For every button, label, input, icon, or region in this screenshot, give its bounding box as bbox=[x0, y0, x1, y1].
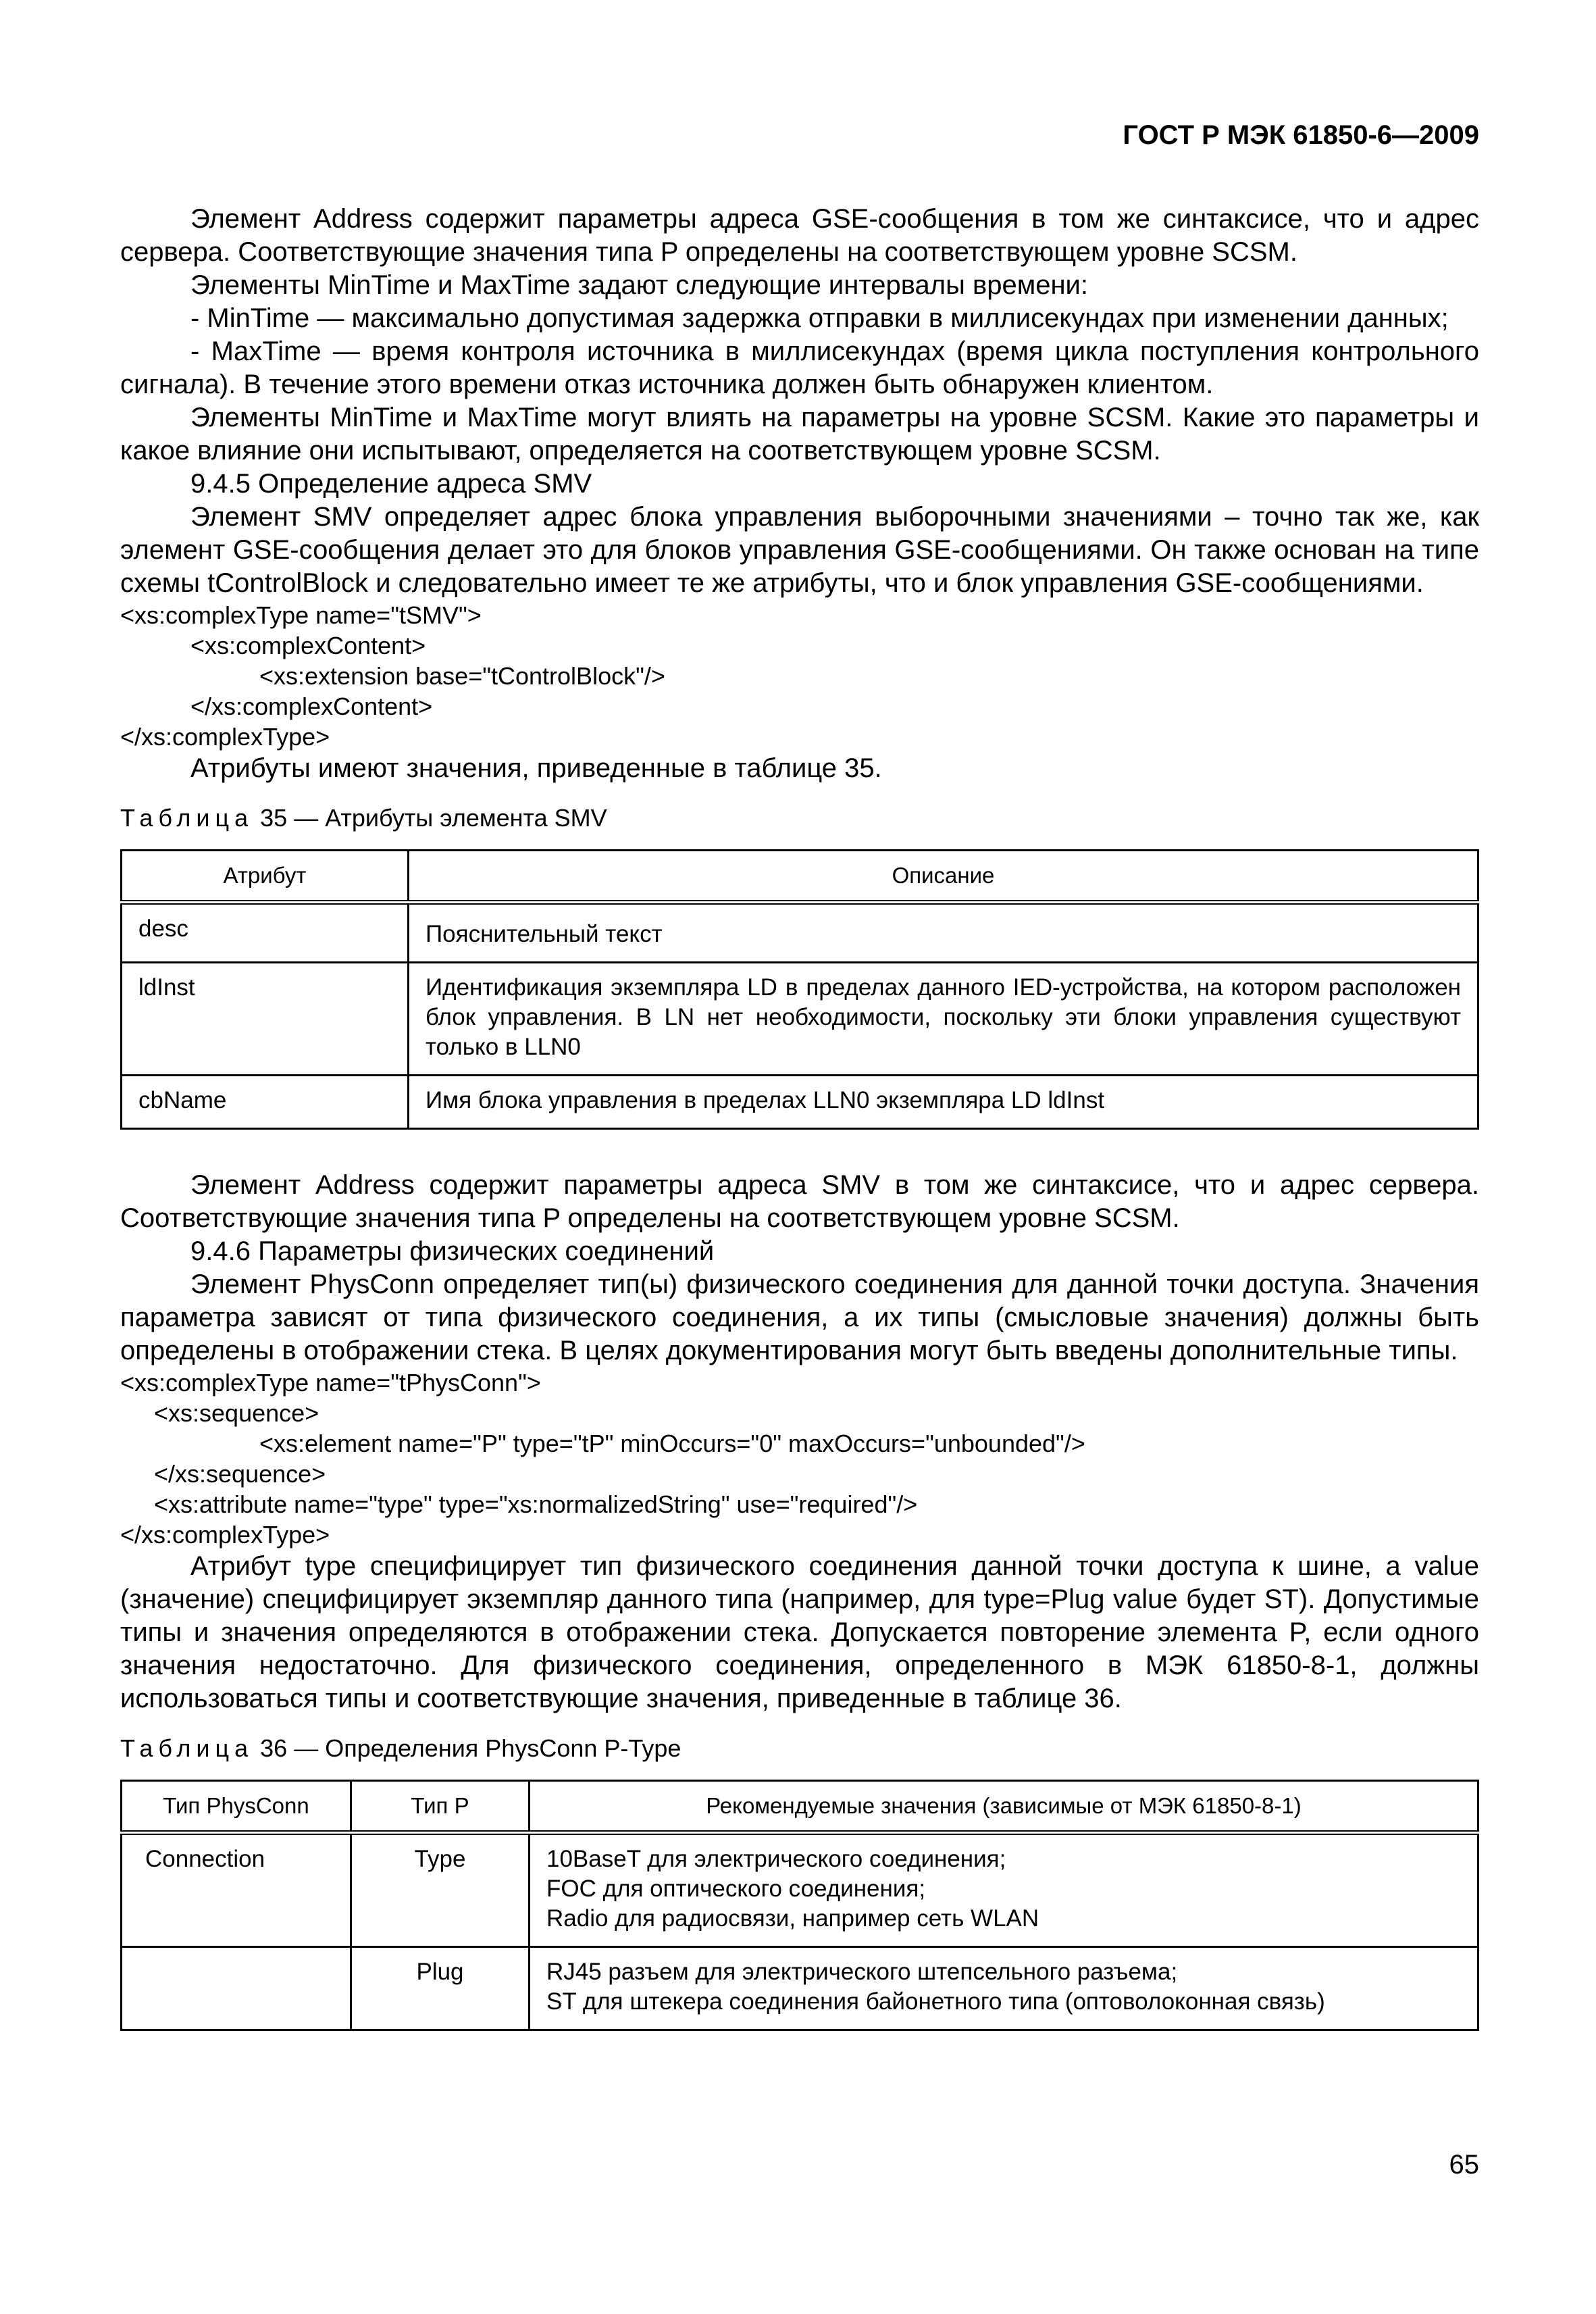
table-cell: Пояснительный текст bbox=[409, 903, 1478, 963]
code-line: <xs:complexContent> bbox=[190, 632, 426, 659]
section-heading: 9.4.5 Определение адреса SMV bbox=[190, 469, 592, 499]
paragraph: Элемент Address содержит параметры адреса GSE-сообщения в том же синтаксисе, что и адрес сервера. Соответствующие значения типа P определены на соответствующем уровне SCSM. bbox=[120, 204, 1479, 267]
code-line: <xs:complexType name="tSMV"> bbox=[120, 601, 482, 629]
table-cell bbox=[122, 1947, 351, 2030]
paragraph: Атрибут type специфицирует тип физического соединения данной точки доступа к шине, а value (значение) специфицирует экземпляр данного типа (например, для type=Plug value будет ST). Допустимые типы и значения определяются в отображении стека. Допускается повторение элемента P, если одного значения недостаточно. Для физического соединения, определенного в МЭК 61850-8-1, должны использоваться типы и соответствующие значения, приведенные в таблице 36. bbox=[120, 1551, 1479, 1713]
table-cell: cbName bbox=[122, 1076, 409, 1129]
cell-line: FOC для оптического соединения; bbox=[546, 1876, 926, 1902]
table-caption bbox=[120, 1733, 1479, 1763]
cell-line: 10BaseT для электрического соединения; bbox=[546, 1846, 1006, 1872]
table-cell: Type bbox=[351, 1833, 530, 1947]
list-item: - MinTime — максимально допустимая задержка отправки в миллисекундах при изменении данных; bbox=[190, 303, 1449, 333]
paragraph: Элементы MinTime и MaxTime могут влиять на параметры на уровне SCSM. Какие это параметры и какое влияние они испытывают, определяется на соответствующем уровне SCSM. bbox=[120, 403, 1479, 466]
table-row bbox=[122, 1833, 1478, 1947]
paragraph: Элемент PhysConn определяет тип(ы) физического соединения для данной точки доступа. Значения параметра зависят от типа физического соединения, а их типы (смысловые значения) должны быть определены в отображении стека. В целях документирования могут быть введены дополнительные типы. bbox=[120, 1269, 1479, 1365]
cell-line: Radio для радиосвязи, например сеть WLAN bbox=[546, 1905, 1039, 1932]
table-cell bbox=[530, 1833, 1478, 1947]
paragraph: Атрибуты имеют значения, приведенные в таблице 35. bbox=[190, 753, 882, 783]
code-line: </xs:complexType> bbox=[120, 723, 330, 751]
code-line: <xs:complexType name="tPhysConn"> bbox=[120, 1369, 541, 1397]
table-36 bbox=[120, 1780, 1479, 2031]
table-row bbox=[122, 1076, 1478, 1129]
table-header-cell: Тип PhysConn bbox=[122, 1781, 351, 1833]
table-header-cell: Рекомендуемые значения (зависимые от МЭК 61850-8-1) bbox=[530, 1781, 1478, 1833]
table-row bbox=[122, 903, 1478, 963]
table-cell bbox=[530, 1947, 1478, 2030]
code-line: <xs:attribute name="type" type="xs:normalizedString" use="required"/> bbox=[154, 1490, 918, 1518]
paragraph: Элемент Address содержит параметры адреса SMV в том же синтаксисе, что и адрес сервера. Соответствующие значения типа P определены на соответствующем уровне SCSM. bbox=[120, 1170, 1479, 1233]
table-caption bbox=[120, 803, 1479, 833]
table-header-cell: Описание bbox=[409, 851, 1478, 903]
caption-text: 36 — Определения PhysConn P-Type bbox=[253, 1734, 681, 1762]
caption-label: Таблица bbox=[120, 1734, 254, 1762]
page-number: 65 bbox=[1449, 2150, 1479, 2180]
code-line: </xs:complexType> bbox=[120, 1521, 330, 1549]
code-line: <xs:sequence> bbox=[154, 1399, 319, 1427]
table-header-cell: Атрибут bbox=[122, 851, 409, 903]
paragraph: Элементы MinTime и MaxTime задают следующие интервалы времени: bbox=[190, 270, 1089, 300]
table-cell: Идентификация экземпляра LD в пределах данного IED-устройства, на котором расположен блок управления. В LN нет необходимости, поскольку эти блоки управления существуют только в LLN0 bbox=[409, 963, 1478, 1076]
code-line: </xs:sequence> bbox=[154, 1460, 326, 1488]
list-item: - MaxTime — время контроля источника в миллисекундах (время цикла поступления контрольного сигнала). В течение этого времени отказ источника должен быть обнаружен клиентом. bbox=[120, 336, 1479, 399]
table-cell: Имя блока управления в пределах LLN0 экземпляра LD ldInst bbox=[409, 1076, 1478, 1129]
table-cell: Connection bbox=[122, 1833, 351, 1947]
table-row bbox=[122, 963, 1478, 1076]
table-row bbox=[122, 1947, 1478, 2030]
paragraph: Элемент SMV определяет адрес блока управления выборочными значениями – точно так же, как элемент GSE-сообщения делает это для блоков управления GSE-сообщениями. Он также основан на типе схемы tControlBlock и следовательно имеет те же атрибуты, что и блок управления GSE-сообщениями. bbox=[120, 502, 1479, 598]
code-line: </xs:complexContent> bbox=[190, 693, 433, 720]
page-content bbox=[120, 203, 1479, 2031]
table-cell: ldInst bbox=[122, 963, 409, 1076]
table-35 bbox=[120, 849, 1479, 1130]
section-heading: 9.4.6 Параметры физических соединений bbox=[190, 1236, 715, 1266]
code-line: <xs:extension base="tControlBlock"/> bbox=[259, 662, 665, 690]
code-line: <xs:element name="P" type="tP" minOccurs="0" maxOccurs="unbounded"/> bbox=[259, 1430, 1085, 1457]
table-cell: desc bbox=[122, 903, 409, 963]
cell-line: RJ45 разъем для электрического штепсельного разъема; bbox=[546, 1959, 1178, 1985]
caption-label: Таблица bbox=[120, 804, 254, 832]
cell-line: ST для штекера соединения байонетного типа (оптоволоконная связь) bbox=[546, 1988, 1325, 2015]
table-header-cell: Тип P bbox=[351, 1781, 530, 1833]
table-cell: Plug bbox=[351, 1947, 530, 2030]
caption-text: 35 — Атрибуты элемента SMV bbox=[253, 804, 607, 832]
document-header: ГОСТ Р МЭК 61850-6—2009 bbox=[1123, 120, 1479, 150]
